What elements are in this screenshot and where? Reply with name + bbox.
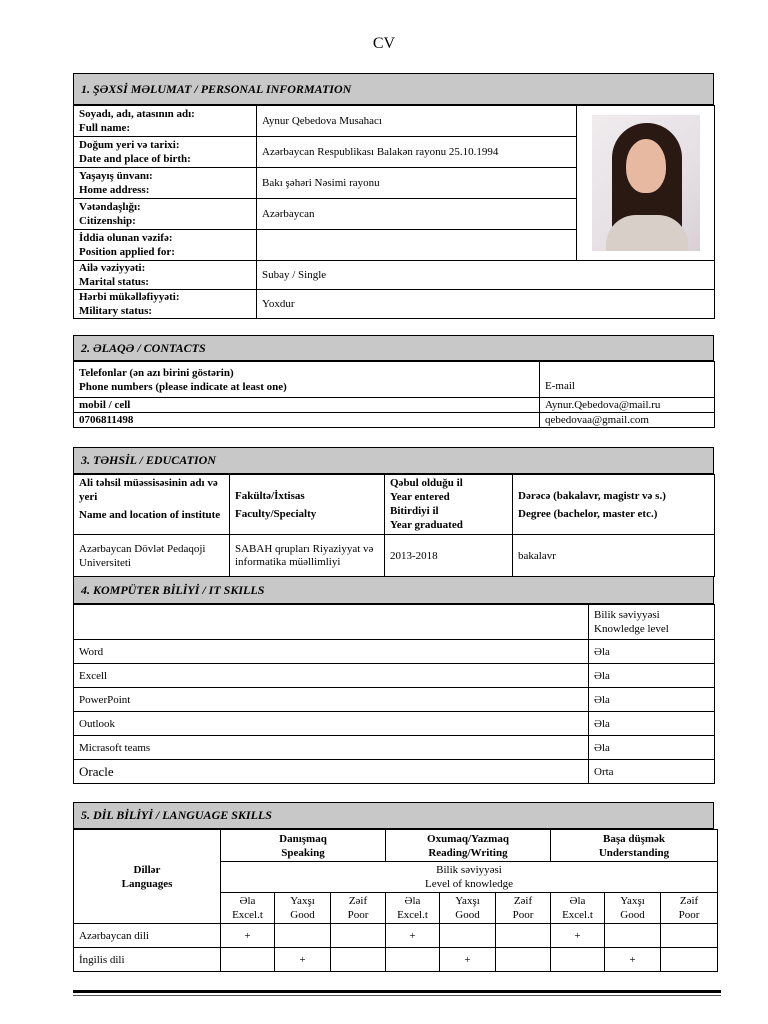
skill-name: Outlook xyxy=(74,712,589,736)
row-label-en: Marital status: xyxy=(79,276,149,288)
mark-cell: + xyxy=(275,948,331,972)
grade-az: Əla xyxy=(569,895,586,907)
education-header-row xyxy=(74,475,715,535)
grade-en: Excel.t xyxy=(232,909,263,921)
phone-label-en: Phone numbers (please indicate at least one) xyxy=(79,380,287,393)
row-label-az: Yaşayış ünvanı: xyxy=(79,170,153,182)
mark-cell: + xyxy=(386,924,440,948)
mark-cell xyxy=(440,924,496,948)
row-label-az: Soyadı, adı, atasının adı: xyxy=(79,108,195,120)
it-skill-row xyxy=(74,640,715,664)
contacts-header xyxy=(73,335,714,361)
degree-label-az: Dərəcə (bakalavr, magistr və s.) xyxy=(518,489,666,502)
personal-row xyxy=(74,106,715,137)
grade-en: Good xyxy=(455,909,480,921)
mark-cell xyxy=(496,948,551,972)
grade-en: Excel.t xyxy=(562,909,593,921)
contacts-label-row xyxy=(74,362,715,398)
education-table xyxy=(73,474,715,577)
mark-cell xyxy=(496,924,551,948)
footer-rule-thin xyxy=(73,995,721,996)
page-title: CV xyxy=(372,35,396,52)
understanding-label-en: Understanding xyxy=(598,846,670,859)
mark-cell xyxy=(386,948,440,972)
position-value xyxy=(257,230,577,261)
skill-name: Micrasoft teams xyxy=(74,736,589,760)
phone-label-az: Telefonlar (ən azı birini göstərin) xyxy=(79,366,234,379)
mark-cell xyxy=(275,924,331,948)
skill-level: Əla xyxy=(589,736,715,760)
grade-en: Good xyxy=(290,909,315,921)
email-secondary: qebedovaa@gmail.com xyxy=(540,413,715,428)
address-value: Bakı şəhəri Nəsimi rayonu xyxy=(257,168,577,199)
row-label-en: Military status: xyxy=(79,305,153,317)
education-header-text: 3. TƏHSİL / EDUCATION xyxy=(81,453,216,467)
mark-cell xyxy=(221,948,275,972)
mark-cell xyxy=(661,948,718,972)
reading-label-en: Reading/Writing xyxy=(428,846,508,859)
row-label-az: Ailə vəziyyəti: xyxy=(79,262,146,274)
mobile-label: mobil / cell xyxy=(74,398,540,413)
education-header xyxy=(73,447,714,474)
row-label-az: Doğum yeri və tarixi: xyxy=(79,139,180,151)
row-label-az: Hərbi mükəlləfiyyəti: xyxy=(79,291,180,303)
level-knowledge-az: Bilik səviyyəsi xyxy=(436,864,502,876)
email-primary: Aynur.Qebedova@mail.ru xyxy=(540,398,715,413)
entered-label-en: Year entered xyxy=(390,491,450,503)
marital-value: Subay / Single xyxy=(257,261,715,290)
grade-en: Good xyxy=(620,909,645,921)
profile-photo xyxy=(592,115,700,251)
contacts-row xyxy=(74,398,715,413)
institute-value: Azərbaycan Dövlət Pedaqoji Universiteti xyxy=(74,535,230,577)
it-skill-row xyxy=(74,712,715,736)
skill-level: Əla xyxy=(589,640,715,664)
grade-en: Poor xyxy=(678,909,700,921)
skill-name: Word xyxy=(74,640,589,664)
it-skill-row xyxy=(74,688,715,712)
mark-cell xyxy=(551,948,605,972)
phone-number: 0706811498 xyxy=(74,413,540,428)
photo-cell xyxy=(577,106,715,261)
row-label-az: İddia olunan vəzifə: xyxy=(79,232,173,244)
row-label-en: Citizenship: xyxy=(79,215,136,227)
birth-value: Azərbaycan Respublikası Balakən rayonu 25.10.1994 xyxy=(257,137,577,168)
it-skill-row xyxy=(74,664,715,688)
grade-az: Yaxşı xyxy=(290,895,315,907)
level-label-en: Knowledge level xyxy=(594,623,669,635)
reading-label-az: Oxumaq/Yazmaq xyxy=(427,832,509,845)
mark-cell xyxy=(605,924,661,948)
grade-az: Zəif xyxy=(513,895,533,907)
row-label-en: Date and place of birth: xyxy=(79,153,191,165)
skill-level: Əla xyxy=(589,712,715,736)
mark-cell: + xyxy=(551,924,605,948)
languages-label-az: Dillər xyxy=(133,863,161,876)
it-skills-header xyxy=(73,576,714,604)
language-row xyxy=(74,948,718,972)
grade-en: Poor xyxy=(347,909,369,921)
row-label-en: Full name: xyxy=(79,122,131,134)
citizenship-value: Azərbaycan xyxy=(257,199,577,230)
level-label-az: Bilik səviyyəsi xyxy=(594,609,660,621)
contacts-row xyxy=(74,413,715,428)
degree-value: bakalavr xyxy=(513,535,715,577)
grade-az: Zəif xyxy=(679,895,699,907)
personal-row xyxy=(74,290,715,319)
it-skills-header-text: 4. KOMPÜTER BİLİYİ / IT SKILLS xyxy=(81,582,265,597)
grade-az: Yaxşı xyxy=(620,895,645,907)
full-name-value: Aynur Qebedova Musahacı xyxy=(257,106,577,137)
row-label-az: Vətəndaşlığı: xyxy=(79,201,141,213)
mark-cell: + xyxy=(221,924,275,948)
grade-az: Yaxşı xyxy=(455,895,480,907)
contacts-table xyxy=(73,361,715,428)
row-label-en: Position applied for: xyxy=(79,246,175,258)
faculty-value: SABAH qrupları Riyaziyyat və informatika müəllimliyi xyxy=(230,535,385,577)
institute-label-en: Name and location of institute xyxy=(79,509,221,521)
personal-info-header-text: 1. ŞƏXSİ MƏLUMAT / PERSONAL INFORMATION xyxy=(81,81,352,96)
it-skill-row xyxy=(74,736,715,760)
entered-label-az: Qəbul olduğu il xyxy=(390,477,463,489)
grade-az: Əla xyxy=(404,895,421,907)
institute-label-az: Ali təhsil müəssisəsinin adı və yeri xyxy=(79,477,218,503)
language-name: İngilis dili xyxy=(74,948,221,972)
skill-name: Oracle xyxy=(74,760,589,784)
mark-cell xyxy=(331,948,386,972)
photo-shirt xyxy=(606,215,688,251)
mark-cell: + xyxy=(440,948,496,972)
years-value: 2013-2018 xyxy=(385,535,513,577)
understanding-label-az: Başa düşmək xyxy=(602,832,666,845)
faculty-label-az: Fakültə/İxtisas xyxy=(235,489,305,502)
personal-row xyxy=(74,261,715,290)
skill-name: PowerPoint xyxy=(74,688,589,712)
languages-table xyxy=(73,829,718,972)
skill-level: Əla xyxy=(589,688,715,712)
grade-en: Poor xyxy=(512,909,534,921)
languages-label-en: Languages xyxy=(121,877,173,890)
personal-info-table xyxy=(73,105,715,319)
it-skill-row xyxy=(74,760,715,784)
level-knowledge-en: Level of knowledge xyxy=(425,878,513,890)
languages-header-text: 5. DİL BİLİYİ / LANGUAGE SKILLS xyxy=(81,808,272,822)
grade-az: Əla xyxy=(239,895,256,907)
speaking-label-az: Danışmaq xyxy=(279,832,327,845)
graduated-label-en: Year graduated xyxy=(390,519,463,531)
graduated-label-az: Bitirdiyi il xyxy=(390,505,439,517)
row-label-en: Home address: xyxy=(79,184,150,196)
footer-rule xyxy=(73,990,721,993)
mark-cell xyxy=(331,924,386,948)
it-level-row xyxy=(74,605,715,640)
languages-header xyxy=(73,802,714,829)
languages-group-row xyxy=(74,830,718,862)
military-value: Yoxdur xyxy=(257,290,715,319)
email-label: E-mail xyxy=(540,362,715,398)
skill-level: Orta xyxy=(589,760,715,784)
grade-en: Excel.t xyxy=(397,909,428,921)
languages-col-label xyxy=(74,830,221,924)
language-name: Azərbaycan dili xyxy=(74,924,221,948)
degree-label-en: Degree (bachelor, master etc.) xyxy=(518,507,658,520)
skill-level: Əla xyxy=(589,664,715,688)
mark-cell xyxy=(661,924,718,948)
faculty-label-en: Faculty/Specialty xyxy=(235,507,317,520)
photo-face xyxy=(626,139,666,193)
language-row xyxy=(74,924,718,948)
education-row xyxy=(74,535,715,577)
personal-info-header xyxy=(73,73,714,105)
grade-az: Zəif xyxy=(348,895,368,907)
contacts-header-text: 2. ƏLAQƏ / CONTACTS xyxy=(81,340,206,355)
it-skills-table xyxy=(73,604,715,784)
speaking-label-en: Speaking xyxy=(281,846,325,859)
mark-cell: + xyxy=(605,948,661,972)
skill-name: Excell xyxy=(74,664,589,688)
